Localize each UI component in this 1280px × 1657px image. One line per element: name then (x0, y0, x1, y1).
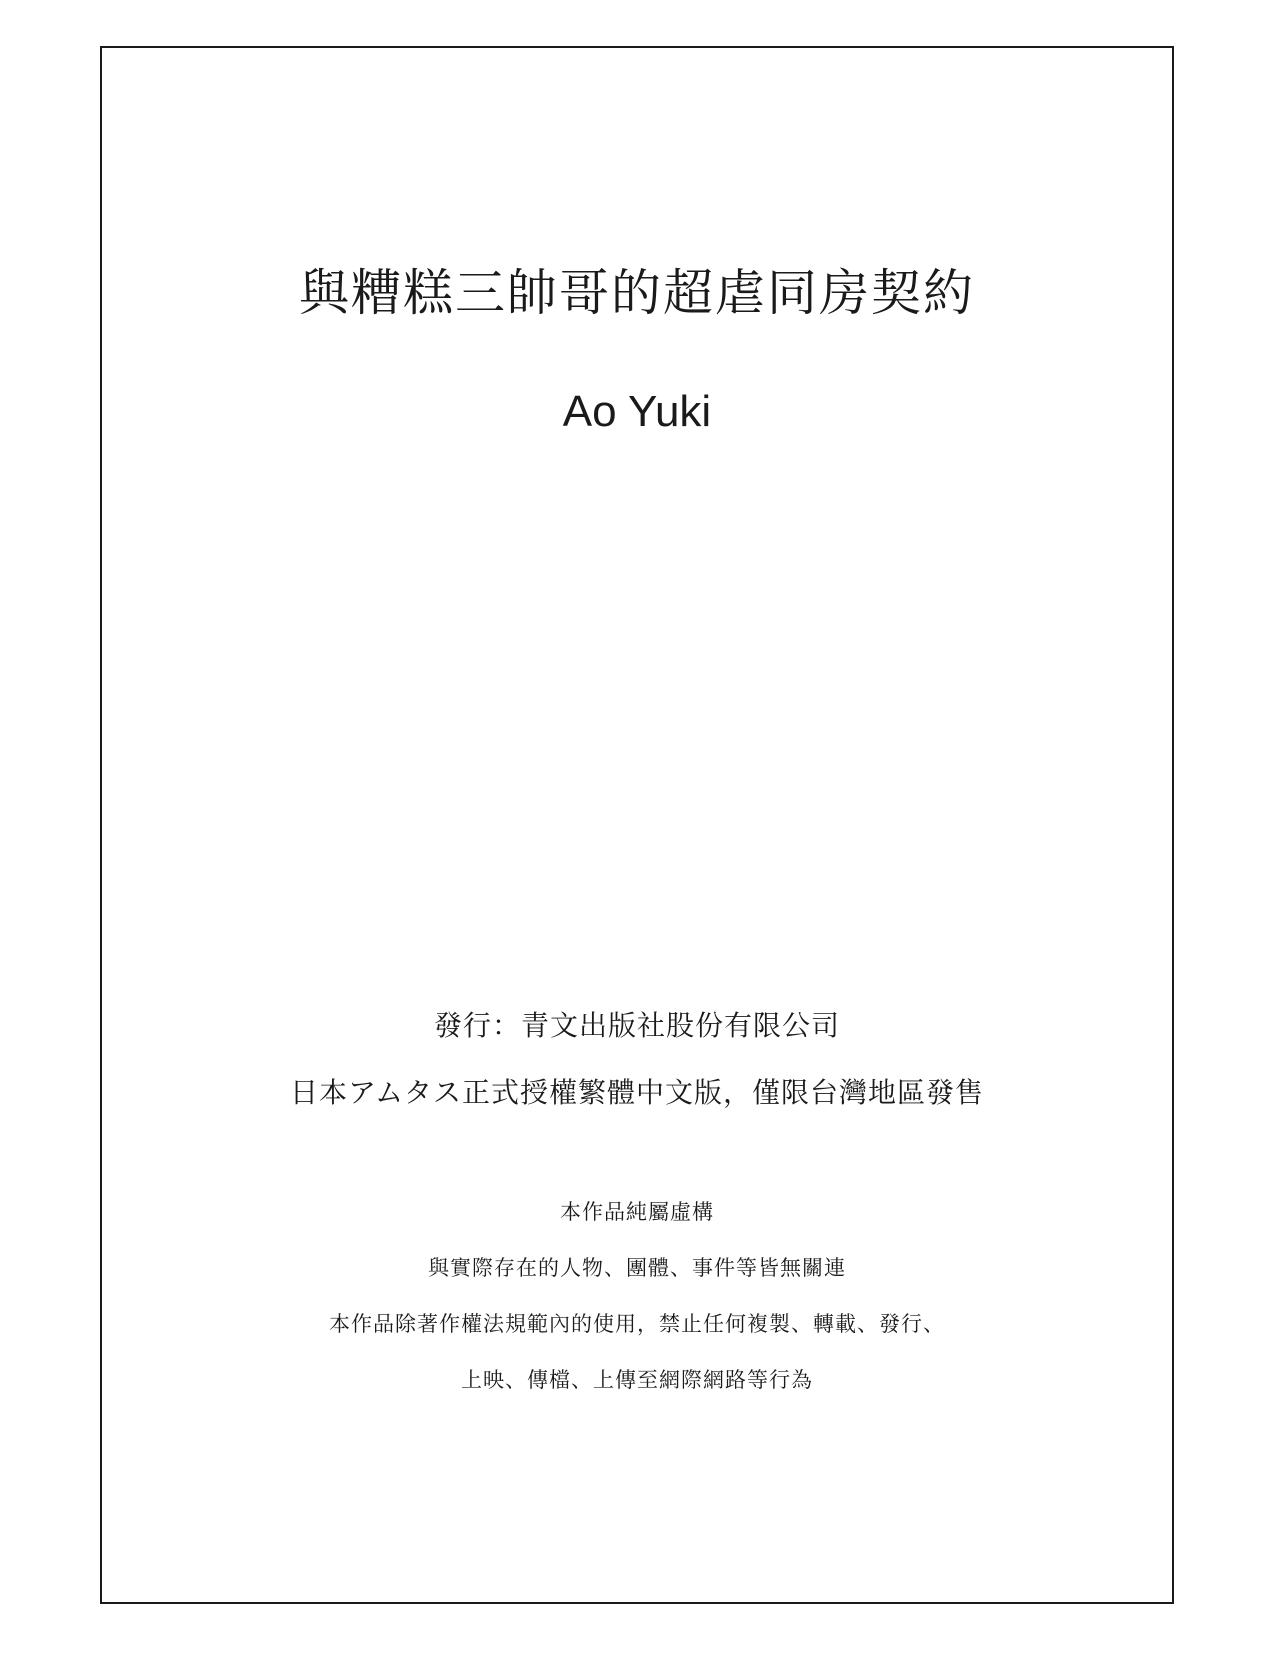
author-name: Ao Yuki (562, 387, 712, 436)
license-line: 日本アムタス正式授權繁體中文版，僅限台灣地區發售 (289, 1076, 985, 1109)
publisher-line: 發行：青文出版社股份有限公司 (433, 1009, 840, 1042)
disclaimer-line: 上映、傳檔、上傳至網際網路等行為 (461, 1368, 813, 1392)
book-title: 與糟糕三帥哥的超虐同房契約 (299, 264, 975, 322)
page-border (100, 46, 1174, 1604)
disclaimer-line: 本作品除著作權法規範內的使用，禁止任何複製、轉載、發行、 (329, 1312, 945, 1336)
disclaimer-line: 本作品純屬虛構 (560, 1200, 714, 1224)
disclaimer-line: 與實際存在的人物、團體、事件等皆無關連 (428, 1256, 846, 1280)
